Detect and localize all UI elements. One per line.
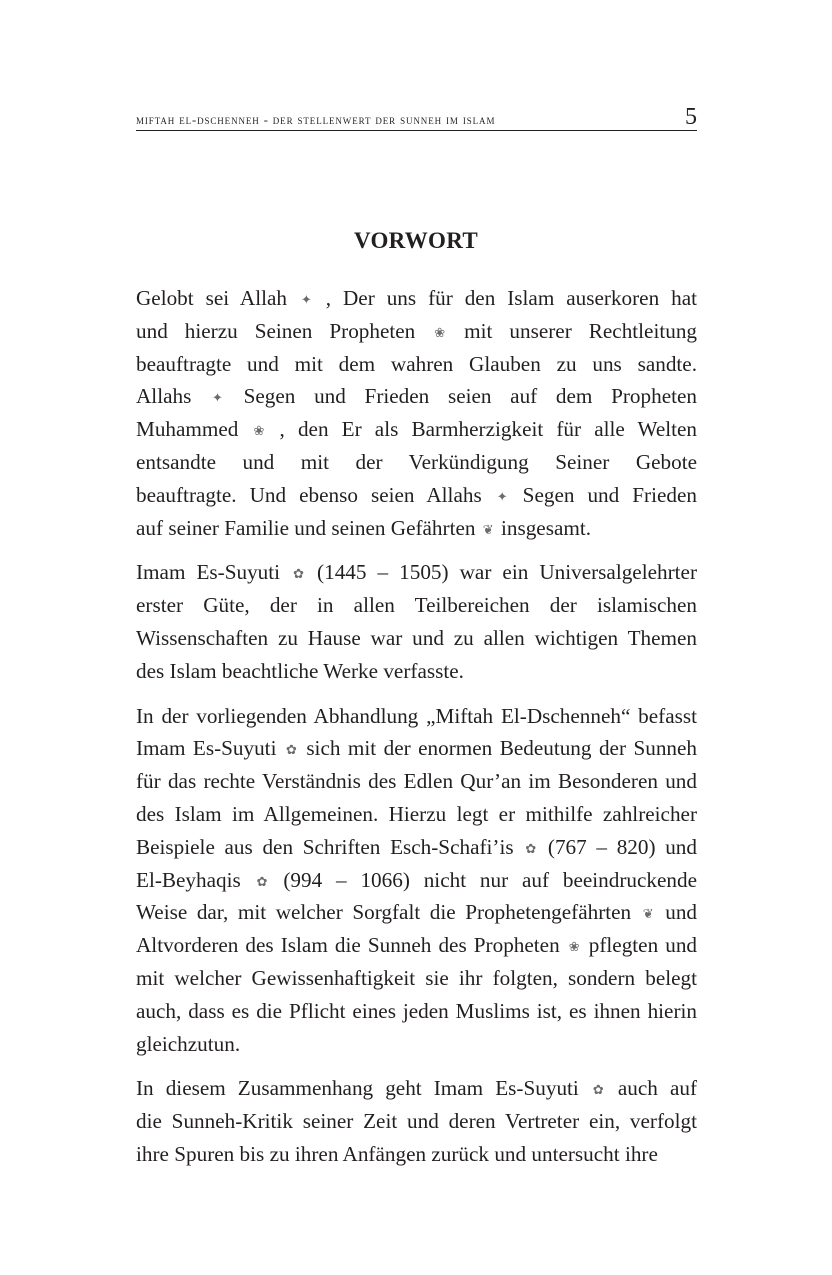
body-text [136, 282, 697, 1183]
text-segment: und [665, 900, 697, 925]
text-segment: auf seiner Familie und seinen Gefährten [136, 515, 476, 540]
text-segment: ihre Spuren bis zu ihren Anfängen zurück und untersucht ihre [136, 1141, 658, 1166]
text-segment: Imam Es-Suyuti [136, 560, 281, 585]
text-line [136, 282, 697, 315]
eulogy-scholar-icon: ✿ [285, 743, 297, 759]
chapter-title: VORWORT [354, 228, 478, 253]
paragraph [136, 1072, 697, 1170]
eulogy-prophet-icon: ❀ [434, 325, 446, 341]
text-line [136, 1028, 697, 1061]
text-segment: sich mit der enormen Bedeutung der Sunneh [306, 736, 698, 761]
running-header [136, 104, 697, 131]
eulogy-companions-icon: ❦ [482, 522, 494, 538]
text-segment: des Islam im Allgemeinen. Hierzu legt er mithilfe zahlreicher [136, 801, 697, 826]
eulogy-prophet-icon: ❀ [568, 940, 580, 956]
paragraph [136, 700, 697, 1061]
text-segment: insgesamt. [500, 515, 592, 540]
text-segment: beauftragte und mit dem wahren Glauben zu uns sandte. [136, 351, 697, 376]
text-segment: für das rechte Verständnis des Edlen Qur’an im Besonderen und [136, 769, 697, 794]
text-line [136, 831, 697, 864]
text-segment: , den Er als Barmherzigkeit für alle Welten [279, 417, 697, 442]
paragraph [136, 556, 697, 687]
text-segment: Segen und Frieden seien auf dem Propheten [243, 384, 697, 409]
text-segment: (767 – 820) und [547, 834, 697, 859]
text-segment: pflegten und [588, 933, 698, 958]
text-segment: auch, dass es die Pflicht eines jeden Muslims ist, es ihnen hierin [136, 998, 697, 1023]
text-segment: Segen und Frieden [522, 482, 697, 507]
text-line [136, 995, 697, 1028]
text-line [136, 864, 697, 897]
text-segment: gleichzutun. [136, 1031, 241, 1056]
text-line [136, 512, 697, 545]
text-segment: (1445 – 1505) war ein Universalgelehrter [317, 560, 697, 585]
text-line [136, 315, 697, 348]
eulogy-allah-icon: ✦ [300, 293, 312, 308]
paragraph [136, 282, 697, 544]
text-segment: In der vorliegenden Abhandlung „Miftah El-Dschenneh“ befasst [136, 703, 697, 728]
text-segment: Muhammed [136, 417, 239, 442]
text-segment: Altvorderen des Islam die Sunneh des Propheten [136, 933, 560, 958]
running-title: miftah el-dschenneh - der stellenwert der sunneh im islam [136, 113, 496, 127]
text-segment: mit welcher Gewissenhaftigkeit sie ihr folgten, sondern belegt [136, 965, 697, 990]
text-line [136, 962, 697, 995]
text-segment: mit unserer Rechtleitung [464, 318, 698, 343]
text-segment: Allahs [136, 384, 192, 409]
text-line [136, 1072, 697, 1105]
text-segment: , Der uns für den Islam auserkoren hat [325, 286, 698, 310]
text-segment: des Islam beachtliche Werke verfasste. [136, 658, 464, 683]
text-segment: (994 – 1066) nicht nur auf beeindruckende [283, 867, 698, 892]
eulogy-scholar-icon: ✿ [525, 841, 537, 857]
text-line [136, 622, 697, 655]
text-line [136, 929, 697, 962]
text-line [136, 479, 697, 512]
text-line [136, 655, 697, 688]
eulogy-scholar-icon: ✿ [256, 874, 268, 890]
text-segment: Imam Es-Suyuti [136, 736, 277, 761]
text-line [136, 413, 697, 446]
text-segment: auch auf [617, 1076, 698, 1101]
eulogy-allah-icon: ✦ [496, 489, 508, 505]
text-line [136, 1105, 697, 1138]
text-segment: die Sunneh-Kritik seiner Zeit und deren Vertreter ein, verfolgt [136, 1109, 697, 1134]
text-line [136, 700, 697, 733]
text-line [136, 765, 697, 798]
text-line [136, 446, 697, 479]
text-line [136, 1138, 697, 1171]
text-segment: In diesem Zusammenhang geht Imam Es-Suyuti [136, 1076, 579, 1101]
text-line [136, 556, 697, 589]
text-segment: Weise dar, mit welcher Sorgfalt die Prophetengefährten [136, 900, 632, 925]
text-segment: El-Beyhaqis [136, 867, 241, 892]
text-segment: erster Güte, der in allen Teilbereichen der islamischen [136, 593, 697, 618]
text-segment: Gelobt sei Allah [136, 286, 287, 310]
page-number: 5 [685, 104, 697, 130]
text-line [136, 798, 697, 831]
text-line [136, 380, 697, 413]
text-segment: beauftragte. Und ebenso seien Allahs [136, 482, 482, 507]
eulogy-scholar-icon: ✿ [293, 567, 304, 583]
text-segment: entsandte und mit der Verkündigung Seiner Gebote [136, 449, 697, 474]
eulogy-scholar-icon: ✿ [592, 1083, 604, 1099]
eulogy-allah-icon: ✦ [212, 391, 223, 407]
text-segment: Beispiele aus den Schriften Esch-Schafi’is [136, 834, 514, 859]
text-line [136, 589, 697, 622]
text-segment: Wissenschaften zu Hause war und zu allen wichtigen Themen [136, 625, 697, 650]
text-line [136, 732, 697, 765]
text-line [136, 348, 697, 381]
text-line [136, 896, 697, 929]
eulogy-prophet-icon: ❀ [253, 424, 265, 440]
eulogy-companions-icon: ❦ [642, 907, 654, 923]
text-segment: und hierzu Seinen Propheten [136, 318, 416, 343]
